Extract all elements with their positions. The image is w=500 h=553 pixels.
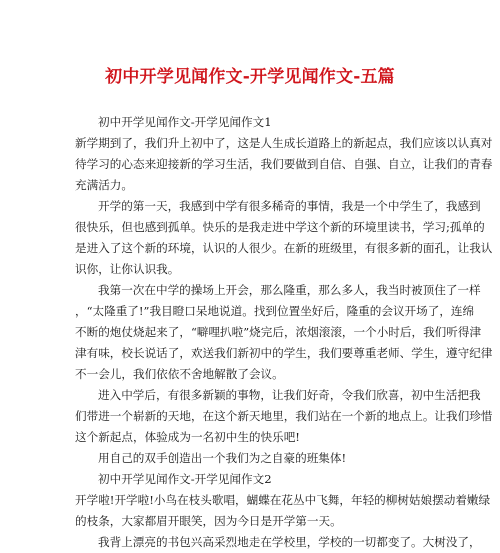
text-line: 津有味，校长说话了，欢送我们新初中的学生，我们要尊重老师、学生，遵守纪律 bbox=[75, 346, 493, 360]
text-line: 我背上漂亮的书包兴高采烈地走在学校里，学校的一切都变了。大树没了， bbox=[98, 535, 481, 549]
document-title: 初中开学见闻作文-开学见闻作文-五篇 bbox=[105, 67, 395, 87]
text-line: 进入中学后，有很多新颖的事物，让我们好奇，令我们欣喜，初中生活把我 bbox=[98, 388, 481, 402]
text-line: 这个新起点，体验成为一名初中生的快乐吧! bbox=[75, 430, 300, 444]
text-line: 是进入了这个新的环境，认识的人很少。在新的班级里，有很多新的面孔，让我认 bbox=[75, 241, 493, 255]
text-line: 不一会儿，我们依依不舍地解散了会议。 bbox=[75, 367, 284, 381]
text-line: 初中开学见闻作文-开学见闻作文2 bbox=[98, 472, 272, 486]
text-line: 用自己的双手创造出一个我们为之自豪的班集体! bbox=[98, 451, 347, 465]
text-line: 我第一次在中学的操场上开会，那么隆重，那么多人，我当时被顶住了一样 bbox=[98, 283, 481, 297]
text-line: 待学习的心态来迎接新的学习生活，我们要做到自信、自强、自立，让我们的青春 bbox=[75, 157, 493, 171]
text-line: 的枝条，大家都眉开眼笑，因为今日是开学第一天。 bbox=[75, 514, 342, 528]
text-line: 们带进一个崭新的天地，在这个新天地里，我们站在一个新的地点上。让我们珍惜 bbox=[75, 409, 493, 423]
text-line: 很快乐，但也感到孤单。快乐的是我走进中学这个新的环境里读书，学习;孤单的 bbox=[75, 220, 485, 234]
text-line: 充满活力。 bbox=[75, 178, 133, 192]
text-line: 识你，让你认识我。 bbox=[75, 262, 180, 276]
text-line: 新学期到了，我们升上初中了，这是人生成长道路上的新起点，我们应该以认真对 bbox=[75, 136, 493, 150]
text-line: 开学啦!开学啦!小鸟在枝头歌唱，蝴蝶在花丛中飞舞，年轻的柳树姑娘摆动着嫩绿 bbox=[75, 493, 491, 507]
text-line: ，“太隆重了!”我目瞪口呆地说道。找到位置坐好后，隆重的会议开场了，连绵 bbox=[75, 304, 475, 318]
document-body bbox=[75, 112, 493, 553]
text-line: 初中开学见闻作文-开学见闻作文1 bbox=[98, 115, 272, 129]
text-line: 开学的第一天，我感到中学有很多稀奇的事情，我是一个中学生了，我感到 bbox=[98, 199, 481, 213]
text-line: 不断的炮仗烧起来了，“噼哩扒啦”烧完后，浓烟滚滚，一个小时后，我们听得津 bbox=[75, 325, 482, 339]
